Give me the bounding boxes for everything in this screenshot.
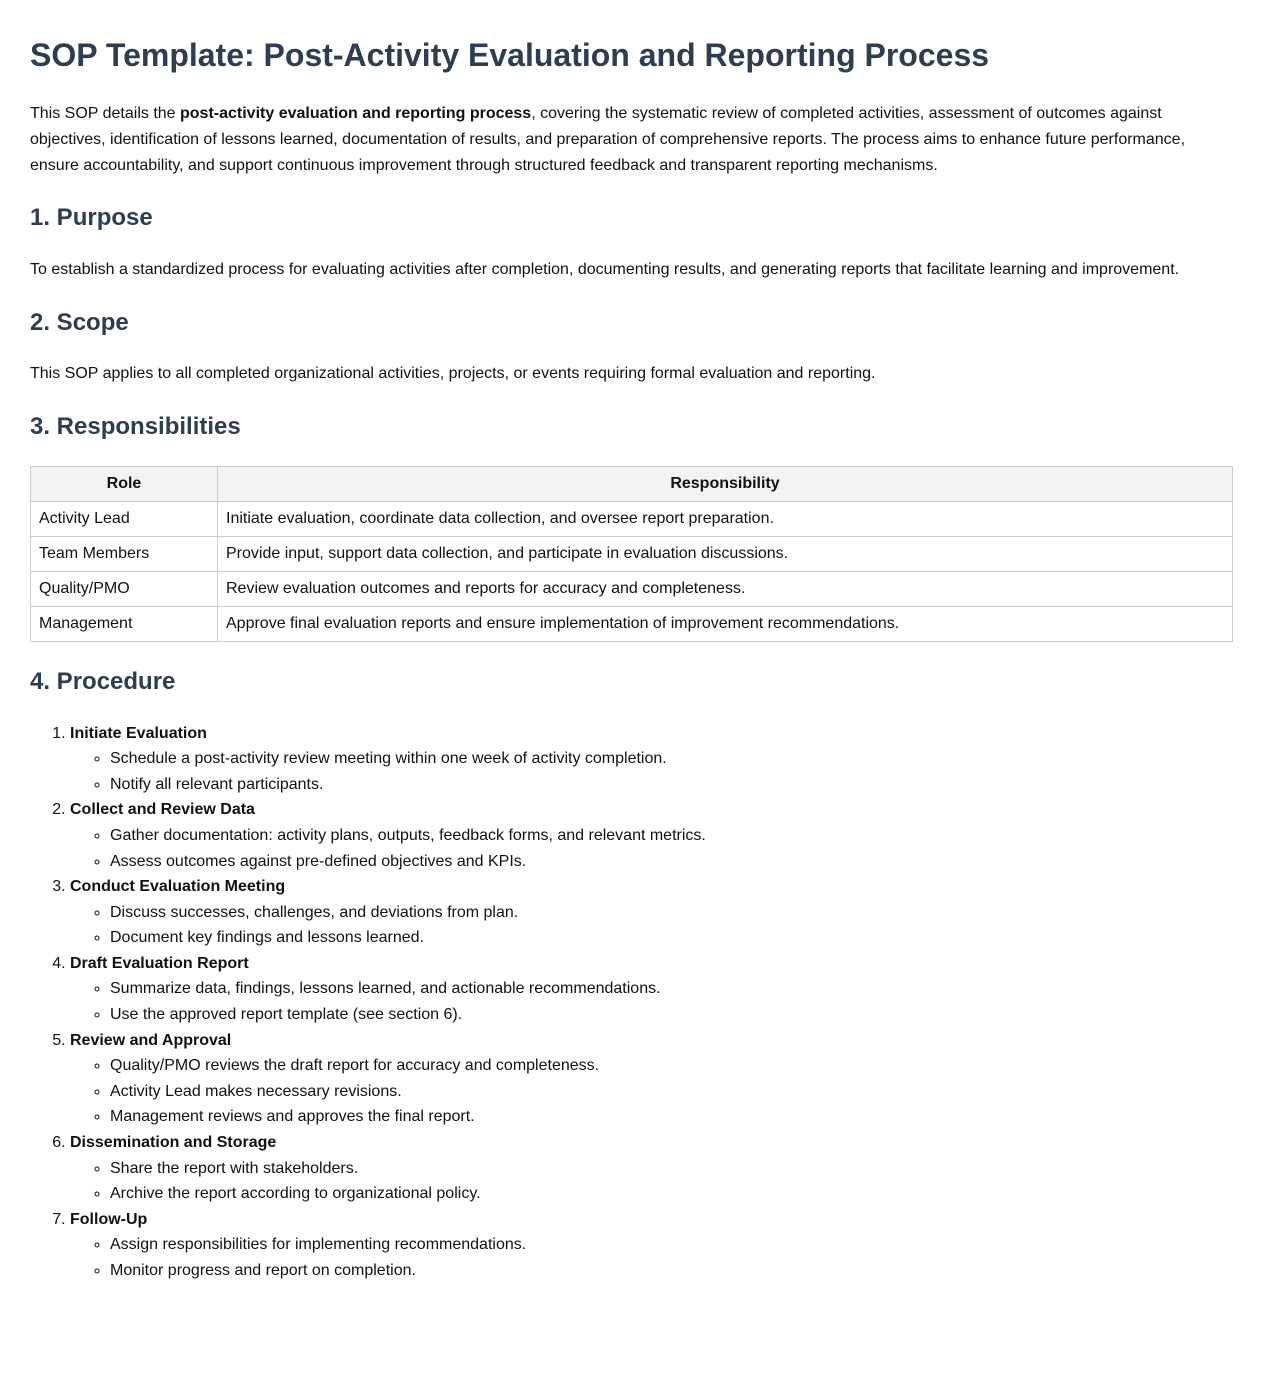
role-cell: Quality/PMO <box>31 571 218 606</box>
column-header-responsibility: Responsibility <box>218 466 1233 501</box>
role-cell: Management <box>31 606 218 641</box>
scope-heading: 2. Scope <box>30 308 129 336</box>
list-item: ◦ Notify all relevant participants. <box>110 772 1233 798</box>
list-item: ◦ Activity Lead makes necessary revisions. <box>110 1079 1233 1105</box>
step-title: Review and Approval <box>70 1031 232 1049</box>
list-item: ◦ Assess outcomes against pre-defined objectives and KPIs. <box>110 849 1233 875</box>
table-header-row <box>31 466 1233 501</box>
step-title: Follow-Up <box>70 1210 148 1228</box>
list-item: ◦ Monitor progress and report on completion. <box>110 1258 1233 1284</box>
step-title: Dissemination and Storage <box>70 1134 277 1152</box>
procedure-step <box>70 1028 1233 1130</box>
procedure-steps-list <box>30 721 1233 1284</box>
list-item: ◦ Summarize data, findings, lessons learned, and actionable recommendations. <box>110 976 1233 1002</box>
table-row <box>31 606 1233 641</box>
list-item: ◦ Assign responsibilities for implementing recommendations. <box>110 1232 1233 1258</box>
intro-text-before: This SOP details the <box>30 105 180 123</box>
responsibilities-table <box>30 466 1233 642</box>
role-cell: Team Members <box>31 536 218 571</box>
column-header-role: Role <box>31 466 218 501</box>
table-row <box>31 571 1233 606</box>
procedure-step <box>70 874 1233 951</box>
scope-text: This SOP applies to all completed organizational activities, projects, or events requiring formal evaluation and reporting. <box>30 365 876 383</box>
intro-paragraph <box>30 101 1233 178</box>
list-item: ◦ Use the approved report template (see section 6). <box>110 1002 1233 1028</box>
responsibility-cell: Review evaluation outcomes and reports for accuracy and completeness. <box>218 571 1233 606</box>
list-item: ◦ Management reviews and approves the final report. <box>110 1104 1233 1130</box>
step-items <box>70 1053 1233 1130</box>
procedure-step <box>70 721 1233 798</box>
purpose-heading: 1. Purpose <box>30 204 153 232</box>
responsibilities-heading: 3. Responsibilities <box>30 412 241 440</box>
table-row <box>31 501 1233 536</box>
list-item: ◦ Document key findings and lessons learned. <box>110 925 1233 951</box>
list-item: ◦ Quality/PMO reviews the draft report for accuracy and completeness. <box>110 1053 1233 1079</box>
intro-text-after: , covering the systematic review of completed activities, assessment of outcomes against objectives, identification of lessons learned, documentation of results, and preparation of comprehensive reports. The process aims to enhance future performance, ensure accountability, and support continuous improvement through structured feedback and transparent reporting mechanisms. <box>30 105 1186 174</box>
page-title: SOP Template: Post-Activity Evaluation and Reporting Process <box>30 37 990 73</box>
responsibility-cell: Initiate evaluation, coordinate data collection, and oversee report preparation. <box>218 501 1233 536</box>
procedure-step <box>70 951 1233 1028</box>
list-item: ◦ Discuss successes, challenges, and deviations from plan. <box>110 900 1233 926</box>
list-item: ◦ Share the report with stakeholders. <box>110 1156 1233 1182</box>
responsibility-cell: Provide input, support data collection, and participate in evaluation discussions. <box>218 536 1233 571</box>
step-title: Conduct Evaluation Meeting <box>70 878 286 896</box>
responsibility-cell: Approve final evaluation reports and ensure implementation of improvement recommendations. <box>218 606 1233 641</box>
list-item: ◦ Schedule a post-activity review meeting within one week of activity completion. <box>110 746 1233 772</box>
step-title: Draft Evaluation Report <box>70 954 249 972</box>
intro-text-bold: post-activity evaluation and reporting process <box>180 105 532 123</box>
purpose-text: To establish a standardized process for evaluating activities after completion, documenting results, and generating reports that facilitate learning and improvement. <box>30 260 1180 278</box>
step-title: Collect and Review Data <box>70 801 255 819</box>
step-title: Initiate Evaluation <box>70 724 207 742</box>
step-items <box>70 976 1233 1027</box>
table-row <box>31 536 1233 571</box>
step-items <box>70 900 1233 951</box>
role-cell: Activity Lead <box>31 501 218 536</box>
procedure-step <box>70 1130 1233 1207</box>
procedure-step <box>70 1207 1233 1284</box>
procedure-step <box>70 797 1233 874</box>
procedure-heading: 4. Procedure <box>30 667 176 695</box>
step-items <box>70 823 1233 874</box>
step-items <box>70 746 1233 797</box>
list-item: ◦ Archive the report according to organizational policy. <box>110 1181 1233 1207</box>
list-item: ◦ Gather documentation: activity plans, outputs, feedback forms, and relevant metrics. <box>110 823 1233 849</box>
step-items <box>70 1232 1233 1283</box>
step-items <box>70 1156 1233 1207</box>
